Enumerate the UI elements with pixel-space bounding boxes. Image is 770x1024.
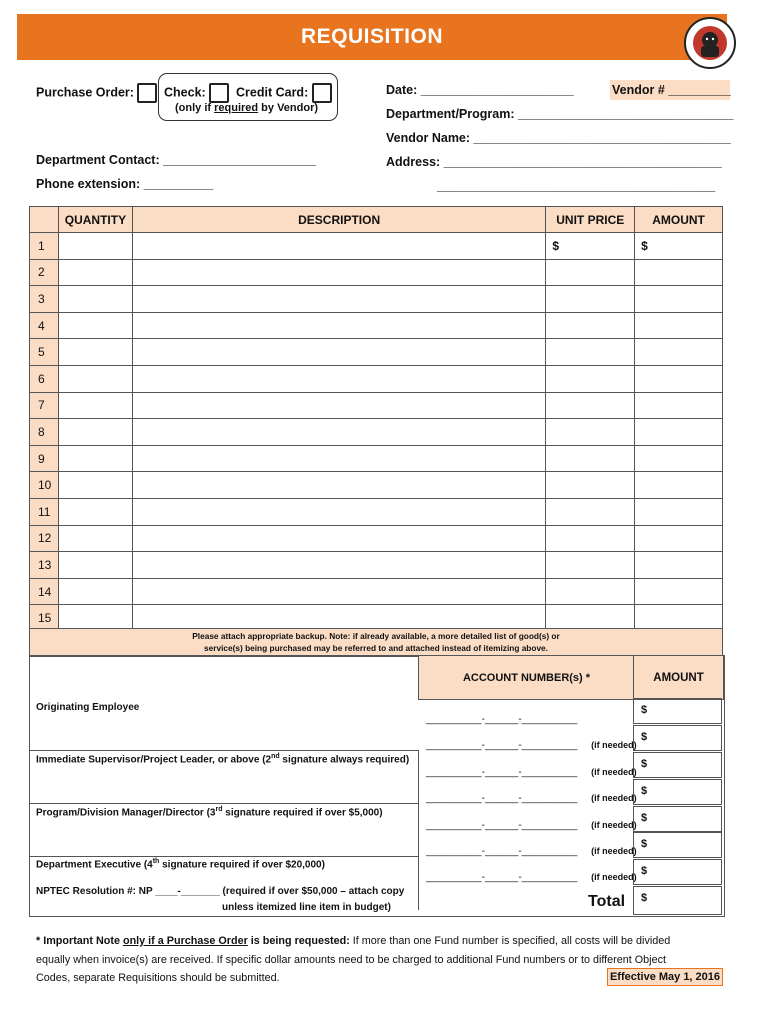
account-amount-header: AMOUNT [633,655,724,700]
page-title-banner [17,14,727,60]
account-amount-cell[interactable]: $ [633,779,722,805]
amount-cell[interactable] [635,525,723,552]
amount-cell[interactable] [635,472,723,499]
row-number: 15 [30,605,59,632]
unit-price-cell[interactable]: $ [546,233,635,260]
row-number-header [30,207,59,233]
phone-extension-field[interactable]: Phone extension: __________ [36,177,214,191]
backup-note-line1: Please attach appropriate backup. Note: if already available, a more detailed list of good(s) or [192,631,560,641]
account-number-line[interactable] [426,820,637,831]
quantity-cell[interactable] [58,339,132,366]
total-label: Total [588,893,626,910]
row-number: 7 [30,392,59,419]
supervisor-label-post: signature always required) [279,754,410,766]
divider [29,750,419,751]
account-number-header: ACCOUNT NUMBER(s) * [418,655,635,700]
amount-cell[interactable] [635,339,723,366]
executive-label-sup: th [152,858,160,865]
nptec-resolution-field[interactable]: NPTEC Resolution #: NP ____-_______ (required if over $50,000 – attach copy [36,886,405,897]
amount-cell[interactable] [635,552,723,579]
account-number-line[interactable] [426,740,637,751]
payment-note-underlined: required [214,102,259,114]
manager-label-pre: Program/Division Manager/Director (3 [36,807,216,819]
description-cell[interactable] [132,498,545,525]
important-note-post: is being requested: [247,935,350,947]
item-row [30,392,723,419]
account-amount-cell[interactable]: $ [633,752,722,778]
row-number: 1 [30,233,59,260]
account-number-blank: __________-______-__________ [426,872,578,883]
amount-cell[interactable]: $ [635,233,723,260]
row-number: 3 [30,286,59,313]
row-number: 10 [30,472,59,499]
vendor-number-field[interactable]: Vendor # _________ [612,83,731,97]
account-number-blank: __________-______-__________ [426,820,578,831]
item-row [30,525,723,552]
row-number: 6 [30,365,59,392]
quantity-cell[interactable] [58,419,132,446]
organization-logo [683,16,737,70]
row-number: 5 [30,339,59,366]
row-number: 11 [30,498,59,525]
if-needed-label: (if needed) [591,767,637,777]
item-row [30,445,723,472]
purchase-order-checkbox[interactable] [137,83,157,103]
vendor-name-field[interactable]: Vendor Name: _____________________________________ [386,131,731,145]
purchase-order-option [36,83,157,103]
amount-cell[interactable] [635,259,723,286]
executive-label-post: signature required if over $20,000) [159,859,325,871]
item-row [30,498,723,525]
quantity-cell[interactable] [58,233,132,260]
important-note-text1: If more than one Fund number is specified, all costs will be divided [349,935,671,947]
if-needed-label: (if needed) [591,740,637,750]
amount-header: AMOUNT [635,207,723,233]
nptec-resolution-note: unless itemized line item in budget) [222,902,391,913]
description-cell[interactable] [132,525,545,552]
important-note-text3: Codes, separate Requisitions should be submitted. [36,972,280,984]
row-number: 9 [30,445,59,472]
description-header: DESCRIPTION [132,207,545,233]
quantity-cell[interactable] [58,525,132,552]
row-number: 2 [30,259,59,286]
quantity-cell[interactable] [58,392,132,419]
account-amount-cell[interactable]: $ [633,725,722,751]
item-row [30,259,723,286]
backup-note-line2: service(s) being purchased may be referred to and attached instead of itemizing above. [204,643,548,653]
total-amount-cell[interactable]: $ [633,886,722,915]
account-number-blank: __________-______-__________ [426,767,578,778]
payment-note-post: by Vendor) [258,102,319,114]
row-number: 4 [30,312,59,339]
quantity-cell[interactable] [58,578,132,605]
row-number: 14 [30,578,59,605]
quantity-cell[interactable] [58,365,132,392]
purchase-order-label: Purchase Order: [36,85,134,100]
description-cell[interactable] [132,365,545,392]
divider [29,856,419,857]
credit-card-option [236,83,332,103]
description-cell[interactable] [132,472,545,499]
effective-date: Effective May 1, 2016 [607,968,723,986]
unit-price-header: UNIT PRICE [546,207,635,233]
credit-card-label: Credit Card: [236,85,309,100]
account-number-line[interactable] [426,872,637,883]
check-checkbox[interactable] [209,83,229,103]
unit-price-cell[interactable] [546,578,635,605]
if-needed-label: (if needed) [591,820,637,830]
item-row [30,286,723,313]
description-cell[interactable] [132,445,545,472]
account-number-line[interactable] [426,793,637,804]
items-table [29,206,723,632]
important-note-pre: * Important Note [36,935,123,947]
supervisor-label-pre: Immediate Supervisor/Project Leader, or above (2 [36,754,272,766]
account-number-blank: __________-______-__________ [426,846,578,857]
unit-price-cell[interactable] [546,525,635,552]
quantity-cell[interactable] [58,498,132,525]
account-number-line[interactable] [426,767,637,778]
account-amount-cell[interactable]: $ [633,859,722,885]
payment-note [175,102,318,114]
item-row [30,552,723,579]
address-line2-field[interactable]: ________________________________________ [437,179,716,193]
description-cell[interactable] [132,312,545,339]
item-row [30,419,723,446]
account-amount-cell[interactable]: $ [633,832,722,858]
manager-label-sup: rd [215,806,223,813]
amount-cell[interactable] [635,312,723,339]
if-needed-label: (if needed) [591,793,637,803]
executive-signature-label [36,858,325,870]
amount-cell[interactable] [635,286,723,313]
backup-note [29,628,723,657]
item-row [30,365,723,392]
if-needed-label: (if needed) [591,846,637,856]
important-note-text2: equally when invoice(s) are received. If specific dollar amounts need to be charged to additional Fund numbers or to different Object [36,953,666,966]
unit-price-cell[interactable] [546,498,635,525]
unit-price-cell[interactable] [546,365,635,392]
description-cell[interactable] [132,233,545,260]
quantity-cell[interactable] [58,312,132,339]
account-number-line[interactable] [426,846,637,857]
amount-cell[interactable] [635,419,723,446]
unit-price-cell[interactable] [546,286,635,313]
unit-price-cell[interactable] [546,312,635,339]
description-cell[interactable] [132,419,545,446]
unit-price-cell[interactable] [546,259,635,286]
account-number-blank: __________-______-__________ [426,793,578,804]
row-number: 12 [30,525,59,552]
check-option [164,83,229,103]
check-label: Check: [164,85,206,100]
date-field[interactable]: Date: ______________________ [386,83,574,97]
account-amount-cell[interactable]: $ [633,698,722,724]
unit-price-cell[interactable] [546,392,635,419]
unit-price-cell[interactable] [546,472,635,499]
description-cell[interactable] [132,339,545,366]
account-number-line[interactable]: __________-______-__________ [426,714,578,725]
items-header-row [30,207,723,233]
amount-cell[interactable] [635,578,723,605]
description-cell[interactable] [132,286,545,313]
address-field[interactable]: Address: ________________________________________ [386,155,722,169]
quantity-cell[interactable] [58,286,132,313]
unit-price-cell[interactable] [546,445,635,472]
row-number: 8 [30,419,59,446]
quantity-cell[interactable] [58,445,132,472]
quantity-cell[interactable] [58,552,132,579]
item-row [30,233,723,260]
credit-card-checkbox[interactable] [312,83,332,103]
amount-cell[interactable] [635,365,723,392]
description-cell[interactable] [132,392,545,419]
page-title: REQUISITION [300,25,443,48]
row-number: 13 [30,552,59,579]
department-program-field[interactable]: Department/Program: _______________________________ [386,107,734,121]
description-cell[interactable] [132,552,545,579]
manager-label-post: signature required if over $5,000) [222,807,383,819]
divider [418,750,419,910]
amount-cell[interactable] [635,445,723,472]
if-needed-label: (if needed) [591,872,637,882]
unit-price-cell[interactable] [546,552,635,579]
amount-cell[interactable] [635,498,723,525]
account-amount-cell[interactable]: $ [633,806,722,832]
payment-note-pre: (only if [175,102,215,114]
quantity-cell[interactable] [58,259,132,286]
divider [29,803,419,804]
manager-signature-label [36,806,383,818]
supervisor-label-sup: nd [271,753,280,760]
important-note-underlined: only if a Purchase Order [122,935,248,947]
supervisor-signature-label [36,753,409,765]
amount-cell[interactable] [635,392,723,419]
unit-price-cell[interactable] [546,339,635,366]
department-contact-field[interactable]: Department Contact: ______________________ [36,153,317,167]
item-row [30,339,723,366]
executive-label-pre: Department Executive (4 [36,859,153,871]
item-row [30,578,723,605]
account-number-blank: __________-______-__________ [426,740,578,751]
quantity-header: QUANTITY [58,207,132,233]
item-row [30,312,723,339]
item-row [30,472,723,499]
unit-price-cell[interactable] [546,419,635,446]
description-cell[interactable] [132,259,545,286]
quantity-cell[interactable] [58,472,132,499]
originating-employee-label: Originating Employee [36,702,140,713]
description-cell[interactable] [132,578,545,605]
